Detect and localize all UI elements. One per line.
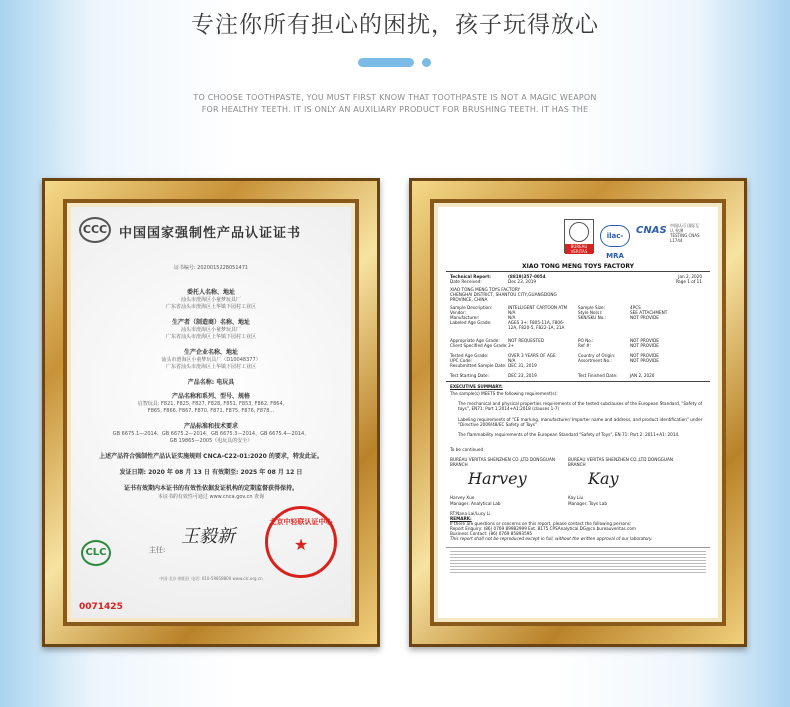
date-received-label: Date Received: bbox=[450, 279, 482, 284]
date-received: Dec 23, 2019 bbox=[508, 279, 537, 284]
po-label: PO No.: bbox=[578, 338, 594, 343]
report-date: Jan 2, 2020 bbox=[678, 274, 702, 279]
requirement-2: Labeling requirements of "CE marking, manufacturer/ Importer name and address, and product identification" under "Directive 2009/48/EC Safety of Toys". bbox=[458, 417, 703, 427]
title-right: Manager, Toys Lab bbox=[568, 501, 607, 506]
signature-right: Kay bbox=[588, 469, 619, 488]
client-age-label: Client Specified Age Grade: bbox=[450, 343, 508, 348]
decoration-bar bbox=[358, 58, 414, 67]
divider bbox=[446, 381, 710, 382]
sample-desc: INTELLIGENT CARTOON ATM bbox=[508, 305, 568, 310]
skn-label: SKN/SKU No.: bbox=[578, 315, 606, 320]
origin: NOT PROVIDE bbox=[630, 353, 659, 358]
manufacturer-label: 生产者（制造商）名称、地址 bbox=[171, 319, 250, 326]
tech-report-label: Technical Report: bbox=[450, 274, 491, 279]
ccc-certificate-frame bbox=[42, 178, 380, 647]
chairman-label: 主任: bbox=[149, 546, 166, 554]
executive-summary-label: EXECUTIVE SUMMARY: bbox=[450, 384, 503, 389]
style: SEE ATTACHMENT bbox=[630, 310, 668, 315]
address-line-2: CHENGHAI DISTRICT, SHANTOU CITY,GUANGDONG bbox=[450, 292, 557, 297]
model-line-1: 启智玩具: F821, F825, F827, F828, F851, F853, F862, F864, bbox=[137, 401, 285, 407]
style-label: Style No(s): bbox=[578, 310, 603, 315]
name-right: Kay Liu bbox=[568, 495, 584, 500]
not-reproduced-note: This report shall not be reproduced except in full, without the written approval of our laboratory. bbox=[450, 536, 653, 541]
upc-code-label: UPC Code: bbox=[450, 358, 472, 363]
factory-label: 生产企业名称、地址 bbox=[183, 349, 238, 356]
signature-left: Harvey bbox=[468, 469, 527, 488]
report-enquiry: Report Enquiry: (86) 0769 89982999 Ext. 8175 CPSAnalytical.DG@cn.bureauveritas.com bbox=[450, 526, 636, 531]
cnas-logo-icon: CNAS bbox=[636, 225, 667, 236]
cnas-subtext: 中国认可 国际互认 检测 TESTING CNAS L1744 bbox=[670, 223, 700, 243]
test-start: DEC 23, 2019 bbox=[508, 373, 537, 378]
vendor: N/A bbox=[508, 310, 516, 315]
title-left: Manager, Analytical Lab bbox=[450, 501, 501, 506]
bv-seal-icon bbox=[569, 222, 589, 242]
frame-inner-trim bbox=[430, 199, 726, 626]
model-line-2: F865, F866, F867, F870, F871, F875, F876, F878... bbox=[147, 408, 275, 414]
title-decoration bbox=[358, 58, 438, 68]
stamp-text: 北京中轻联认证中心 bbox=[269, 518, 333, 526]
decoration-dot bbox=[422, 58, 431, 67]
bv-branch-left: BUREAU VERITAS SHENZHEN CO.,LTD DONGGUAN BRANCH bbox=[450, 457, 555, 467]
resubmit-label: Resubmitted Sample Date: bbox=[450, 363, 507, 368]
report-fine-print bbox=[450, 551, 706, 573]
appropriate-age-label: Appropriate Age Grade: bbox=[450, 338, 500, 343]
vendor-label: Vendor: bbox=[450, 310, 467, 315]
resubmit: DEC 31, 2019 bbox=[508, 363, 537, 368]
applicant-label: 委托人名称、地址 bbox=[186, 289, 235, 296]
certificate-footer: 中国·北京·朝阳区 电话: 010-59858800 www.clc.org.cn bbox=[159, 576, 263, 581]
ccc-title: 中国国家强制性产品认证证书 bbox=[119, 226, 302, 241]
name-left: Harvey Xue bbox=[450, 495, 475, 500]
subtitle-line-2: FOR HEALTHY TEETH. IT IS ONLY AN AUXILIARY PRODUCT FOR BRUSHING TEETH. IT HAS THE bbox=[201, 105, 589, 114]
product-label: 产品名称: 电玩具 bbox=[187, 379, 235, 386]
validity-note: 证书有效期内本证书的有效性依据发证机构的定期监督获得保持。 bbox=[123, 485, 298, 492]
ilac-mra-logo-icon: ilac-MRA bbox=[600, 225, 630, 247]
subtitle-line-1: TO CHOOSE TOOTHPASTE, YOU MUST FIRST KNOW THAT TOOTHPASTE IS NOT A MAGIC WEAPON bbox=[193, 93, 597, 102]
stamp-star-icon: ★ bbox=[293, 535, 309, 554]
model-label: 产品名称和系列、型号、规格 bbox=[171, 393, 250, 400]
tech-report-no: (8819)357-0054 bbox=[508, 274, 546, 279]
labeled-age-label: Labeled Age Grade: bbox=[450, 320, 492, 325]
certificate-serial: 0071425 bbox=[79, 602, 123, 612]
factory-address: 广东省汕头市澄海区上华镇下园村工业区 bbox=[165, 364, 256, 370]
tested-age-label: Tested Age Grade: bbox=[450, 353, 489, 358]
sample-desc-label: Sample Description: bbox=[450, 305, 493, 310]
divider bbox=[446, 271, 710, 272]
tested-age: OVER 3 YEARS OF AGE bbox=[508, 353, 556, 358]
report-page: Page 1 of 11 bbox=[675, 279, 702, 284]
business-contact: Business Contact: (86) 0769 85893595 bbox=[450, 531, 533, 536]
manufacturer-label-r: Manufacturer: bbox=[450, 315, 480, 320]
origin-label: Country of Origin: bbox=[578, 353, 616, 358]
rule-line: 上述产品符合强制性产品认证实施规则 CNCA-C22-01:2020 的要求，特发此证。 bbox=[99, 453, 323, 460]
issue-dates: 发证日期: 2020 年 08 月 13 日 有效期至: 2025 年 08 月 12 日 bbox=[119, 469, 303, 476]
ccc-logo-icon: CCC bbox=[79, 217, 111, 243]
standard-label: 产品标准和技术要求 bbox=[183, 423, 238, 430]
assortment: NOT PROVIDE bbox=[630, 358, 659, 363]
divider bbox=[446, 547, 710, 548]
applicant-name: 汕头市澄海区小童梦玩具厂 bbox=[180, 297, 241, 303]
frame-inner-trim bbox=[63, 199, 359, 626]
requirement-3: The flammability requirements of the European Standard "Safety of Toys", EN 71: Part 2: 2011+A1: 2014. bbox=[458, 432, 680, 437]
skn: NOT PROVIDE bbox=[630, 315, 659, 320]
address-line-3: PROVINCE, CHINA bbox=[450, 297, 488, 302]
address-line-1: XIAO TONG MENG TOYS FACTORY bbox=[450, 287, 521, 292]
report-company: XIAO TONG MENG TOYS FACTORY bbox=[521, 263, 635, 270]
client-age: 3+ bbox=[508, 343, 515, 348]
standard-line-1: GB 6675.1—2014、GB 6675.2—2014、GB 6675.3—2014、GB 6675.4—2014、 bbox=[112, 431, 310, 437]
bureau-veritas-logo-icon bbox=[564, 219, 594, 253]
appropriate-age: NOT REQUESTED bbox=[508, 338, 544, 343]
test-report bbox=[438, 207, 718, 618]
ccc-certificate bbox=[71, 207, 351, 618]
po: NOT PROVIDE bbox=[630, 338, 659, 343]
sample-size: 4PCS bbox=[630, 305, 641, 310]
clc-logo-icon: CLC bbox=[81, 540, 111, 566]
chairman-signature: 王毅新 bbox=[181, 526, 235, 547]
manufacturer-address: 广东省汕头市澄海区上华镇下园村工业区 bbox=[165, 334, 256, 340]
remark-label: REMARK: bbox=[450, 516, 472, 521]
to-be-continued: To be continued bbox=[450, 447, 484, 452]
ref-label: Ref #: bbox=[578, 343, 592, 348]
assortment-label: Assortment No.: bbox=[578, 358, 612, 363]
standard-line-2: GB 19865—2005《电玩具的安全》 bbox=[169, 438, 253, 444]
test-finish: JAN 2, 2020 bbox=[630, 373, 655, 378]
applicant-address: 广东省汕头市澄海区上华镇下园村工业区 bbox=[165, 304, 256, 310]
factory-name: 汕头市澄海区小童梦玩具厂（D10048377） bbox=[161, 357, 261, 363]
query-note: 本证书的有效性可通过 www.cnca.gov.cn 查询 bbox=[157, 494, 265, 500]
remark-line: If there are questions or concerns on this report, please contact the following persons: bbox=[450, 521, 632, 526]
test-finish-label: Test Finished Date: bbox=[578, 373, 618, 378]
report-logos bbox=[438, 219, 718, 260]
summary-intro: The sample(s) MEETS the following requirement(s): bbox=[450, 391, 558, 396]
bv-branch-right: BUREAU VERITAS SHENZHEN CO.,LTD DONGGUAN BRANCH bbox=[568, 457, 673, 467]
rt-line: RT:Nana Lai/Lucy Li bbox=[450, 511, 491, 516]
test-start-label: Test Starting Date: bbox=[450, 373, 490, 378]
test-report-frame bbox=[409, 178, 747, 647]
cert-number: 证书编号: 2020015228051471 bbox=[173, 265, 249, 271]
upc-code: N/A bbox=[508, 358, 516, 363]
requirement-1: The mechanical and physical properties requirements of the tested subclauses of the European Standard, "Safety of toys", EN71: Part 1:2014+A1:2018 (clauses 1-7) bbox=[458, 401, 703, 411]
certification-stamp bbox=[265, 506, 337, 578]
manufacturer-name: 汕头市澄海区小童梦玩具厂 bbox=[180, 327, 241, 333]
page-title: 专注你所有担心的困扰，孩子玩得放心 bbox=[191, 12, 599, 38]
labeled-age: AGES 3+: F805-11A, F806-12A, F820-5, F822-1A, 21A bbox=[508, 320, 565, 331]
ref: NOT PROVIDE bbox=[630, 343, 659, 348]
manufacturer-r: N/A bbox=[508, 315, 516, 320]
bv-logo-text: BUREAU VERITAS bbox=[565, 244, 593, 254]
sample-size-label: Sample Size: bbox=[578, 305, 606, 310]
